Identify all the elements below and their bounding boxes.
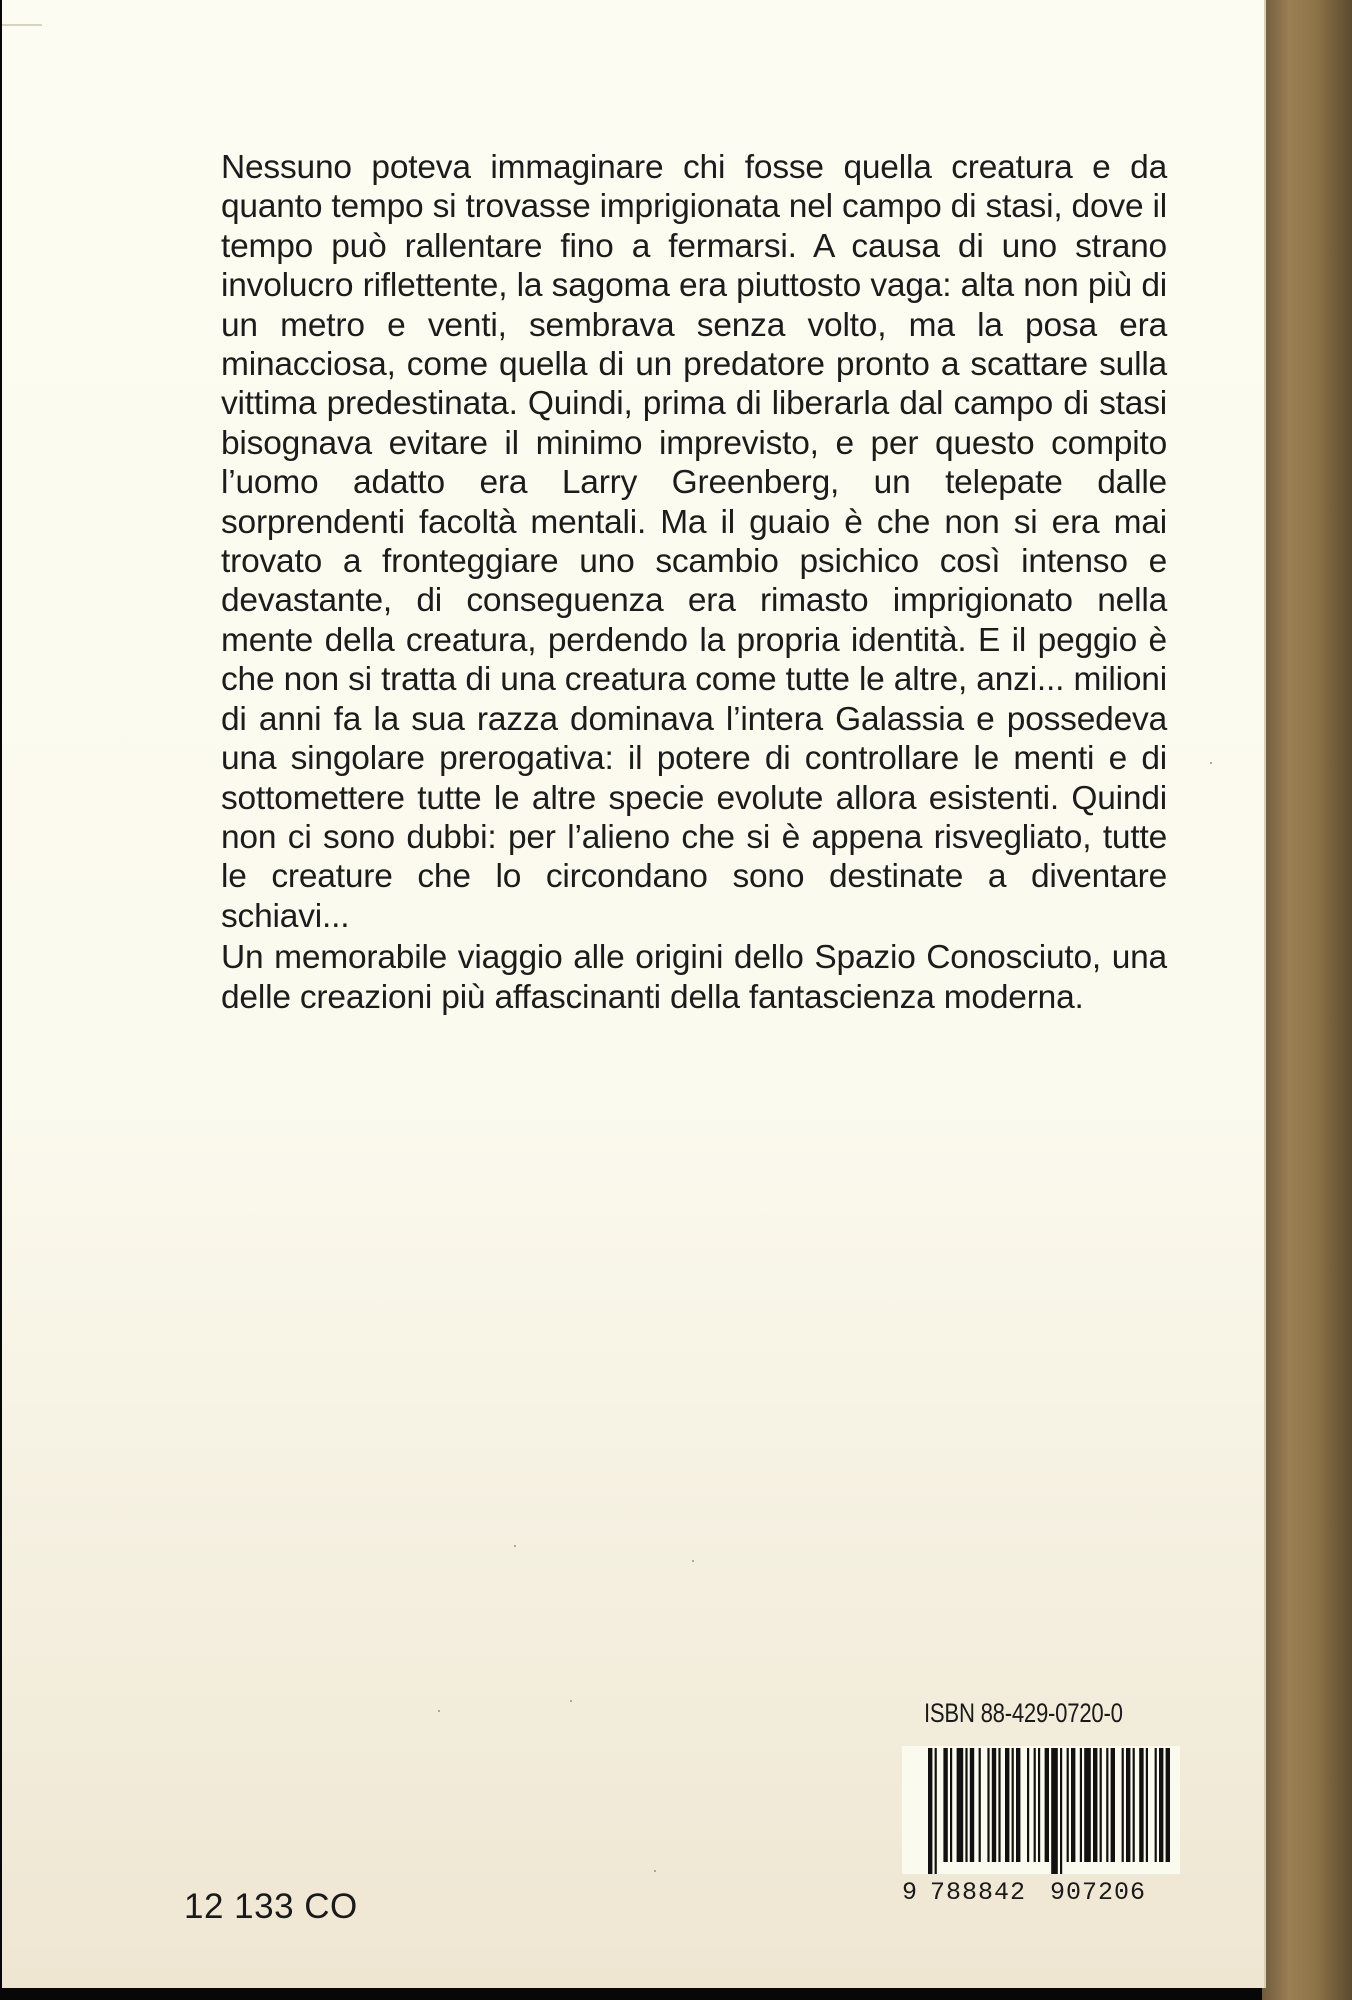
paper-speck xyxy=(654,1870,656,1872)
barcode-bar xyxy=(1159,1748,1163,1862)
paper-speck xyxy=(1210,762,1212,764)
barcode-bar xyxy=(1106,1748,1108,1862)
barcode-bar xyxy=(987,1748,989,1862)
barcode-bar xyxy=(1071,1748,1075,1862)
blurb-paragraph-2: Un memorabile viaggio alle origini dello Spazio Conosciuto, una delle creazioni più affascinanti della fantascienza moderna. xyxy=(221,939,1167,1016)
catalog-code: 12 133 CO xyxy=(184,1887,358,1926)
barcode-bar xyxy=(935,1748,937,1874)
barcode-bar xyxy=(1093,1748,1097,1862)
barcode-bar xyxy=(928,1748,932,1874)
blurb-paragraph-1: Nessuno poteva immaginare chi fosse quella creatura e da quanto tempo si trovasse imprigionata nel campo di stasi, dove il tempo può rallentare fino a fermarsi. A causa di uno strano involucro riflettente, la sagoma era piuttosto vaga: alta non più di un metro e venti, sembrava senza volto, ma la posa era minacciosa, come quella di un predatore pronto a scattare sulla vittima predestinata. Quindi, prima di liberarla dal campo di stasi bisognava evitare il minimo imprevisto, e per questo compito l’uomo adatto era Larry Greenberg, un telepate dalle sorprendenti facoltà mentali. Ma il guaio è che non si era mai trovato a fronteggiare uno scambio psichico così intenso e devastante, di conseguenza era rimasto imprigionato nella mente della creatura, perdendo la propria identità. E il peggio è che non si tratta di una creatura come tutte le altre, anzi... milioni di anni fa la sua razza dominava l’intera Galassia e possedeva una singolare prerogativa: il potere di controllare le menti e di sottomettere tutte le altre specie evolute allora esistenti. Quindi non ci sono dubbi: per l’alieno che si è appena risvegliato, tutte le creature che lo circondano sono destinate a diventare schiavi... xyxy=(221,149,1167,935)
paper-speck xyxy=(514,1545,516,1547)
barcode-bar xyxy=(1100,1748,1102,1862)
barcode-bar xyxy=(965,1748,967,1862)
barcode-left-group: 788842 xyxy=(930,1878,1027,1907)
barcode-right-group: 907206 xyxy=(1050,1878,1147,1907)
barcode-bar xyxy=(1084,1748,1091,1862)
back-cover-page xyxy=(2,0,1266,1988)
isbn-barcode-block xyxy=(902,1698,1180,1907)
ean-barcode-icon xyxy=(902,1746,1180,1874)
paper-speck xyxy=(438,1710,440,1712)
barcode-bar xyxy=(1166,1748,1170,1862)
barcode-bar xyxy=(1111,1748,1115,1862)
barcode-bar xyxy=(992,1748,996,1862)
paper-speck xyxy=(692,1560,694,1562)
barcode-bar xyxy=(950,1748,952,1862)
barcode-bar xyxy=(1016,1748,1020,1862)
barcode-bar xyxy=(1012,1748,1014,1862)
barcode-bar xyxy=(979,1748,981,1862)
barcode-bar xyxy=(1133,1748,1135,1862)
barcode-first-digit: 9 xyxy=(902,1878,918,1907)
barcode-digits xyxy=(902,1878,1180,1908)
barcode-bar xyxy=(1051,1748,1058,1874)
barcode-bar xyxy=(1060,1748,1062,1874)
isbn-number: ISBN 88-429-0720-0 xyxy=(924,1698,1123,1728)
paper-speck xyxy=(570,1700,572,1702)
barcode-bar xyxy=(1139,1748,1143,1862)
barcode-bar xyxy=(1122,1748,1124,1862)
barcode-bar xyxy=(957,1748,964,1862)
barcode-bar xyxy=(1067,1748,1069,1862)
barcode-bar xyxy=(1027,1748,1029,1862)
barcode-bar xyxy=(1155,1748,1157,1862)
barcode-bar xyxy=(1080,1748,1082,1862)
barcode-bar xyxy=(1034,1748,1036,1862)
barcode-bar xyxy=(1005,1748,1009,1862)
barcode-bar xyxy=(998,1748,1000,1862)
barcode-bar xyxy=(970,1748,974,1862)
cover-blurb xyxy=(221,148,1167,1017)
book-spine-edge xyxy=(1262,0,1352,2000)
barcode-bar xyxy=(1146,1748,1148,1862)
barcode-bar xyxy=(1038,1748,1040,1862)
corner-crease xyxy=(2,24,42,26)
barcode-bar xyxy=(943,1748,947,1862)
barcode-bar xyxy=(1045,1748,1049,1862)
barcode-bar xyxy=(1126,1748,1130,1862)
